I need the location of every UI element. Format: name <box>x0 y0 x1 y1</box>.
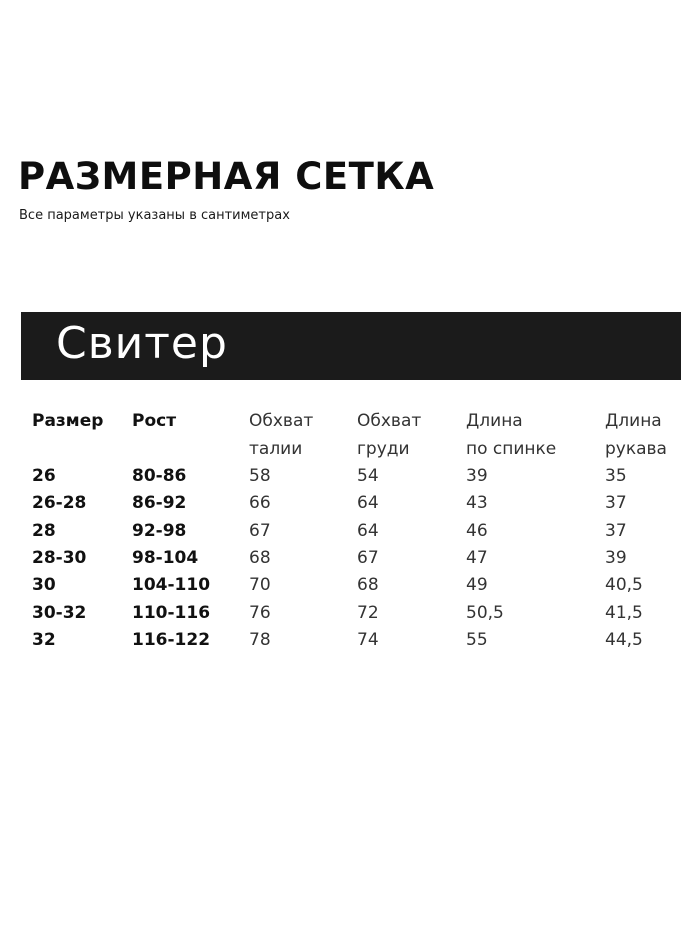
size-cell: 30 <box>32 575 56 596</box>
table-cell: 86-92 <box>132 493 187 514</box>
column-header: Обхват <box>357 411 422 431</box>
table-cell: 92-98 <box>132 520 187 541</box>
table-cell: 50,5 <box>466 602 504 623</box>
size-cell: 26 <box>32 466 56 486</box>
table-cell: 39 <box>605 547 627 568</box>
table-cell: 67 <box>249 520 271 541</box>
table-cell: 116-122 <box>132 629 211 650</box>
table-cell: 35 <box>605 466 627 486</box>
column-header-line2: талии <box>249 439 303 459</box>
table-cell: 64 <box>357 493 379 514</box>
table-cell: 98-104 <box>132 547 199 568</box>
column-header: Длина <box>466 411 523 431</box>
page-title: РАЗМЕРНАЯ СЕТКА <box>18 155 435 198</box>
table-cell: 37 <box>605 493 627 514</box>
table-cell: 104-110 <box>132 575 211 596</box>
table-cell: 37 <box>605 520 627 541</box>
table-cell: 72 <box>357 602 379 623</box>
table-cell: 78 <box>249 629 271 650</box>
table-cell: 39 <box>466 466 488 486</box>
size-cell: 30-32 <box>32 602 87 623</box>
table-cell: 49 <box>466 575 488 596</box>
table-cell: 46 <box>466 520 488 541</box>
table-cell: 47 <box>466 547 488 568</box>
column-header: Длина <box>605 411 662 431</box>
table-cell: 66 <box>249 493 271 514</box>
table-cell: 68 <box>249 547 271 568</box>
table-cell: 55 <box>466 629 488 650</box>
table-cell: 64 <box>357 520 379 541</box>
table-cell: 68 <box>357 575 379 596</box>
table-cell: 54 <box>357 466 379 486</box>
size-cell: 28 <box>32 520 56 541</box>
table-cell: 40,5 <box>605 575 643 596</box>
table-cell: 74 <box>357 629 379 650</box>
table-cell: 110-116 <box>132 602 211 623</box>
table-cell: 43 <box>466 493 488 514</box>
table-cell: 44,5 <box>605 629 643 650</box>
column-header-line2: по спинке <box>466 439 557 459</box>
table-cell: 76 <box>249 602 271 623</box>
size-cell: 28-30 <box>32 547 87 568</box>
size-cell: 32 <box>32 629 56 650</box>
table-cell: 58 <box>249 466 271 486</box>
page-subtitle: Все параметры указаны в сантиметрах <box>19 208 290 223</box>
table-cell: 67 <box>357 547 379 568</box>
column-header: Рост <box>132 411 177 431</box>
column-header: Размер <box>32 411 104 431</box>
table-cell: 80-86 <box>132 466 187 486</box>
column-header-line2: груди <box>357 439 410 459</box>
column-header-line2: рукава <box>605 439 667 459</box>
table-cell: 41,5 <box>605 602 643 623</box>
table-cell: 70 <box>249 575 271 596</box>
product-name: Свитер <box>56 318 228 369</box>
column-header: Обхват <box>249 411 314 431</box>
size-cell: 26-28 <box>32 493 87 514</box>
